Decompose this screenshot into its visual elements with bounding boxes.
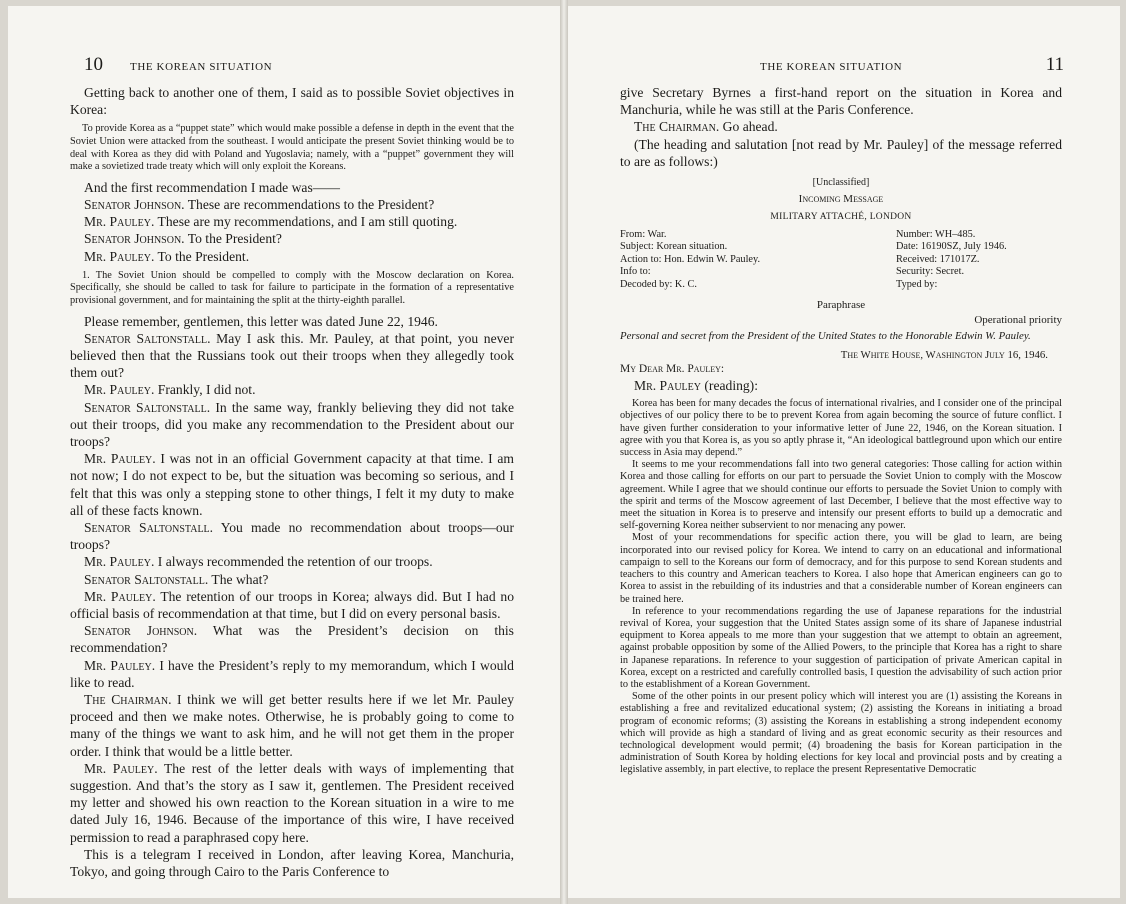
block-quote: To provide Korea as a “puppet state” which would make possible a defense in depth in the event that the Soviet Union were attacked from the southeast. I would anticipate the present Soviet thinking would be to deal with Korea as they did with Poland and Yugoslavia; namely, with a “puppet” government they will make a sovietized trade treaty which will only exploit the Koreans. — [70, 123, 514, 173]
speaker: The Chairman. — [84, 692, 172, 708]
running-title: THE KOREAN SITUATION — [130, 61, 273, 73]
dialogue-line: Senator Saltonstall. In the same way, frankly believing they did not take out their troops, did you make any recommendation to the President about our troops? — [70, 399, 514, 449]
message-paragraph: In reference to your recommendations regarding the use of Japanese reparations for the industrial revival of Korea, your suggestion that the United States assign some of its share of Japanese industrial equipment to Korea appeals to me more than your suggestion that we attempt to obtain an agreement, against probable opposition by some of the Allied Powers, to the principle that Korea has a right to share in Japanese reparations. In reference to your suggestion of participation of private American capital in Korea, except on a restricted and carefully controlled basis, I question the advisability of such action prior to the establishment of a Korean Government. — [620, 605, 1062, 690]
speaker: Senator Saltonstall. — [84, 330, 211, 346]
header-right-column — [786, 229, 1062, 291]
dialogue-line: Mr. Pauley. To the President. — [84, 248, 250, 264]
dialogue-line: Senator Johnson. These are recommendations to the President? — [84, 196, 435, 212]
message-paragraph: Most of your recommendations for specific action there, you will be glad to learn, are being incorporated into our revised policy for Korea. We intend to carry on an educational and informational campaign to sell to the Koreans our form of democracy, and for this purpose to send Korean students and teachers to this country and American teachers to Korea. I also hope that American engineers can go to Korea to assist in the rebuilding of its industries and that a considerable number of Korean engineers can be trained here. — [620, 532, 1062, 605]
dialogue-line: Senator Saltonstall. You made no recommendation about troops—our troops? — [70, 520, 514, 553]
speaker: Mr. Pauley — [634, 378, 701, 394]
dialogue-line: Mr. Pauley. Frankly, I did not. — [84, 382, 256, 398]
speaker: Mr. Pauley. — [84, 214, 155, 230]
block-quote: 1. The Soviet Union should be compelled to comply with the Moscow declaration on Korea. Specifically, she should be called to task for failure to participate in the formation of a representative provisional government, and for maintaining the split at the thirty-eighth parallel. — [70, 269, 514, 306]
dialogue-line: Mr. Pauley. These are my recommendations, and I am still quoting. — [84, 214, 458, 230]
speaker: Senator Saltonstall. — [84, 571, 209, 587]
right-page — [568, 6, 1120, 898]
reading-line: Mr. Pauley (reading): — [634, 378, 758, 394]
paragraph: Please remember, gentlemen, this letter was dated June 22, 1946. — [84, 313, 438, 329]
book-gutter — [560, 0, 568, 904]
field-decoded: Decoded by: K. C. — [620, 278, 697, 290]
speaker: Senator Saltonstall. — [84, 399, 211, 415]
paraphrase-label: Paraphrase — [816, 299, 866, 312]
paragraph: This is a telegram I received in London, after leaving Korea, Manchuria, Tokyo, and going through Cairo to the Paris Conference to — [70, 846, 514, 880]
left-page — [8, 6, 560, 898]
dialogue-line: Senator Saltonstall. The what? — [84, 571, 269, 587]
message-heading: Incoming Message — [798, 193, 884, 206]
addressee-line: Personal and secret from the President of the United States to the Honorable Edwin W. Pauley. — [620, 330, 1031, 343]
classification: [Unclassified] — [812, 177, 870, 189]
message-header-table — [620, 229, 1062, 291]
dialogue-line: Mr. Pauley. The rest of the letter deals with ways of implementing that suggestion. And that’s the story as I saw it, gentlemen. The President received my letter and showed his own reaction to the Korean situation in a wire to me dated July 16, 1946. Because of the importance of this wire, I have received permission to read a paraphrased copy here. — [70, 760, 514, 845]
speaker: The Chairman. — [634, 119, 720, 135]
field-subject: Subject: Korean situation. — [620, 241, 728, 253]
page-number: 10 — [84, 54, 103, 75]
sender: MILITARY ATTACHÉ, LONDON — [770, 212, 912, 223]
dialogue-line: Mr. Pauley. I always recommended the retention of our troops. — [84, 554, 433, 570]
speaker: Senator Saltonstall. — [84, 520, 214, 536]
field-info: Info to: — [620, 266, 651, 278]
header-left-column — [620, 229, 786, 291]
field-typed: Typed by: — [896, 278, 938, 290]
dialogue-line: Mr. Pauley. The retention of our troops in Korea; always did. But I had no official basis of recommendation at that time, but I did on every personal basis. — [70, 588, 514, 622]
speaker: Mr. Pauley. — [84, 554, 155, 570]
salutation: My Dear Mr. Pauley: — [620, 363, 725, 376]
speaker: Senator Johnson. — [84, 196, 185, 212]
dialogue-line: Senator Saltonstall. May I ask this. Mr. Pauley, at that point, you never believed then that the Russians took out their troops when they allegedly took them out? — [70, 330, 514, 381]
speaker: Mr. Pauley. — [84, 588, 156, 604]
left-body — [70, 84, 514, 880]
field-date: Date: 16190SZ, July 1946. — [896, 241, 1007, 253]
left-running-head — [70, 54, 514, 84]
speaker: Mr. Pauley. — [84, 657, 156, 673]
right-body — [620, 84, 1062, 170]
field-action: Action to: Hon. Edwin W. Pauley. — [620, 253, 761, 265]
field-received: Received: 171017Z. — [896, 253, 980, 265]
dialogue-line: The Chairman. Go ahead. — [634, 119, 778, 135]
speaker: Senator Johnson. — [84, 623, 198, 639]
speaker: Mr. Pauley. — [84, 451, 156, 467]
dialogue-line: Mr. Pauley. I have the President’s reply to my memorandum, which I would like to read. — [70, 657, 514, 690]
message-body — [620, 398, 1062, 776]
paragraph: give Secretary Byrnes a first-hand report on the situation in Korea and Manchuria, while he was still at the Paris Conference. — [620, 85, 1062, 118]
running-title: THE KOREAN SITUATION — [760, 61, 903, 73]
dialogue-line: Senator Johnson. To the President? — [84, 231, 282, 247]
dateline: The White House, Washington July 16, 1946. — [840, 349, 1048, 362]
speaker: Mr. Pauley. — [84, 382, 155, 398]
field-from: From: War. — [620, 229, 667, 241]
message-paragraph: It seems to me your recommendations fall into two general categories: Those calling for action within Korea and those calling for efforts on our part to persuade the Soviet Union to comply with the Moscow agreement. While I agree that we should continue our efforts to persuade the Soviet Union to comply with the spirit and terms of the Moscow agreement of last December, I believe that the most effective way to meet the situation in Korea is to preserve and intensify our present efforts to build up a democratic and self-governing Korea neither subservient to nor menacing any power. — [620, 459, 1062, 532]
speaker: Senator Johnson. — [84, 231, 185, 247]
field-number: Number: WH–485. — [896, 229, 976, 241]
speaker: Mr. Pauley. — [84, 248, 155, 264]
priority-label: Operational priority — [974, 314, 1062, 327]
message-paragraph: Korea has been for many decades the focus of international rivalries, and I consider one of the principal objectives of our policy there to be to prevent Korea from again becoming the source of future conflict. I have given further consideration to your informative letter of June 22, 1946, on the Korean situation. I agree with you that Korea is, as you so aptly phrase it, “An ideological battleground upon which our entire success in Asia may depend.” — [620, 398, 1062, 459]
paragraph: And the first recommendation I made was—— — [84, 179, 340, 195]
page-number: 11 — [1045, 54, 1064, 75]
right-running-head — [620, 54, 1064, 84]
dialogue-line: The Chairman. I think we will get better results here if we let Mr. Pauley proceed and then we make notes. Otherwise, he is probably going to come to many of the things we want to ask him, and he will not get them in the proper order. I think that would be a little better. — [70, 692, 514, 759]
dialogue-line: Mr. Pauley. I was not in an official Government capacity at that time. I am not now; I do not expect to be, but the situation was becoming so serious, and I felt that this was only a stepping stone to other things, I felt it my duty to make all of these facts known. — [70, 451, 514, 518]
paragraph: Getting back to another one of them, I said as to possible Soviet objectives in Korea: — [70, 85, 514, 118]
paragraph: (The heading and salutation [not read by Mr. Pauley] of the message referred to are as follows:) — [620, 136, 1062, 169]
message-paragraph: Some of the other points in our present policy which will interest you are (1) assisting the Koreans in establishing a free and revitalized educational system; (2) assisting the Koreans in initiating a broad program of economic reforms; (3) assisting the Koreans in establishing a strong independent economy which will provide as high a standard of living and as great economic security as their resources and technological development would permit; (4) broadening the basis for Korean participation in the administration of South Korea by holding elections for key local and provincial posts and by creating a legislative assembly, in part elective, to replace the present Representative Democratic — [620, 691, 1062, 776]
field-security: Security: Secret. — [896, 266, 965, 278]
speaker: Mr. Pauley. — [84, 760, 158, 776]
dialogue-line: Senator Johnson. What was the President’s decision on this recommendation? — [70, 623, 514, 656]
